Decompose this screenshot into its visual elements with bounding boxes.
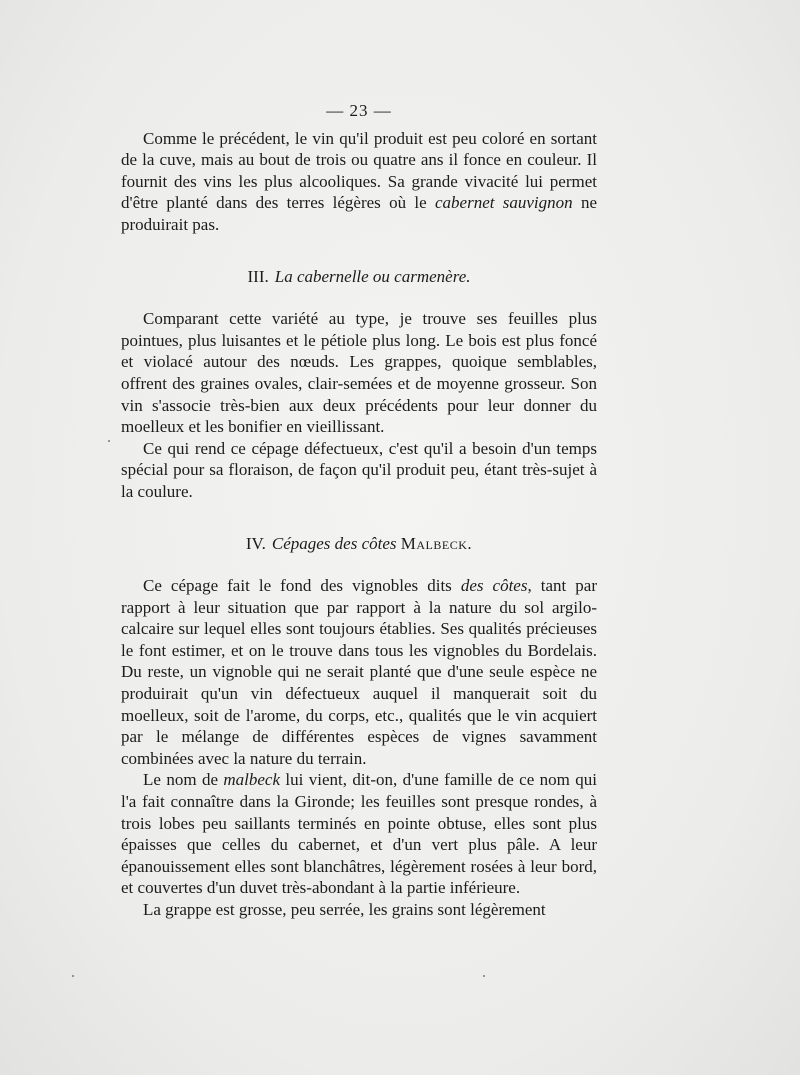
paragraph-5-text-end: lui vient, dit-on, d'une famille de ce nom qui l'a fait connaître dans la Gironde; les feuilles sont presque rondes, à trois lobes peu saillants terminés en pointe obtuse, elles sont plus épaisses que celles du cabernet, et d'un vert plus pâle. A leur épanouissement elles sont blanchâtres, légèrement rosées à leur bord, et couvertes d'un duvet très-abondant à la partie inférieure.: [121, 770, 597, 898]
section-heading-3: [121, 266, 597, 288]
heading-3-number: III.: [247, 266, 269, 286]
paragraph-2: Comparant cette variété au type, je trouve ses feuilles plus pointues, plus luisantes et le pétiole plus long. Le bois est plus foncé et violacé autour des nœuds. Les grappes, quoique semblables, offrent des graines ovales, clair-semées et de moyenne grosseur. Son vin s'associe très-bien aux deux précédents pour leur donner du moelleux et les bonifier en vieillissant.: [121, 309, 597, 437]
paragraph-6: La grappe est grosse, peu serrée, les grains sont légèrement: [143, 900, 546, 919]
paragraph-1-text-end: ne produirait pas.: [121, 193, 598, 234]
page-number: — 23 —: [326, 101, 392, 120]
heading-3-title: La cabernelle ou carmenère.: [274, 266, 471, 286]
heading-4-title: Cépages des côtes: [271, 533, 397, 553]
paragraph-5-text: Le nom de: [143, 770, 224, 790]
section-heading-4: [121, 533, 597, 555]
paragraph-1: [121, 128, 597, 236]
paragraph-5-italic: malbeck: [223, 770, 281, 790]
paper-speck: [483, 975, 485, 977]
paragraph-4: [121, 575, 597, 769]
paragraph-1-italic: cabernet sauvignon: [434, 193, 573, 213]
page-text: [121, 100, 597, 921]
paper-speck: [108, 440, 110, 442]
paragraph-4-italic: des côtes: [460, 576, 528, 596]
paper-speck: [72, 975, 74, 977]
paragraph-3: Ce qui rend ce cépage défectueux, c'est qu'il a besoin d'un temps spécial pour sa floraison, de façon qu'il produit peu, étant très-sujet à la coulure.: [121, 438, 597, 501]
paragraph-4-text-end: , tant par rapport à leur situation que par rapport à la nature du sol argilo-calcaire sur lequel elles sont toujours établies. Ses qualités précieuses le font estimer, et on le trouve dans tous les vignobles du Bordelais. Du reste, un vignoble qui ne serait planté que d'une seule espèce ne produirait qu'un vin défectueux auquel il manquerait soit du moelleux, soit de l'arome, du corps, etc., qualités que le vin acquiert par le mélange de différentes espèces de vignes savamment combinées avec la nature du terrain.: [121, 576, 598, 768]
paragraph-4-text: Ce cépage fait le fond des vignobles dits: [143, 576, 461, 596]
heading-4-number: IV.: [245, 533, 266, 553]
paragraph-1-text: Comme le précédent, le vin qu'il produit est peu coloré en sortant de la cuve, mais au bout de trois ou quatre ans il fonce en couleur. Il fournit des vins les plus alcooliques. Sa grande vivacité lui permet d'être planté dans des terres légères où le: [121, 128, 597, 213]
paragraph-5: [121, 769, 597, 899]
heading-4-name: Malbeck.: [400, 533, 473, 553]
